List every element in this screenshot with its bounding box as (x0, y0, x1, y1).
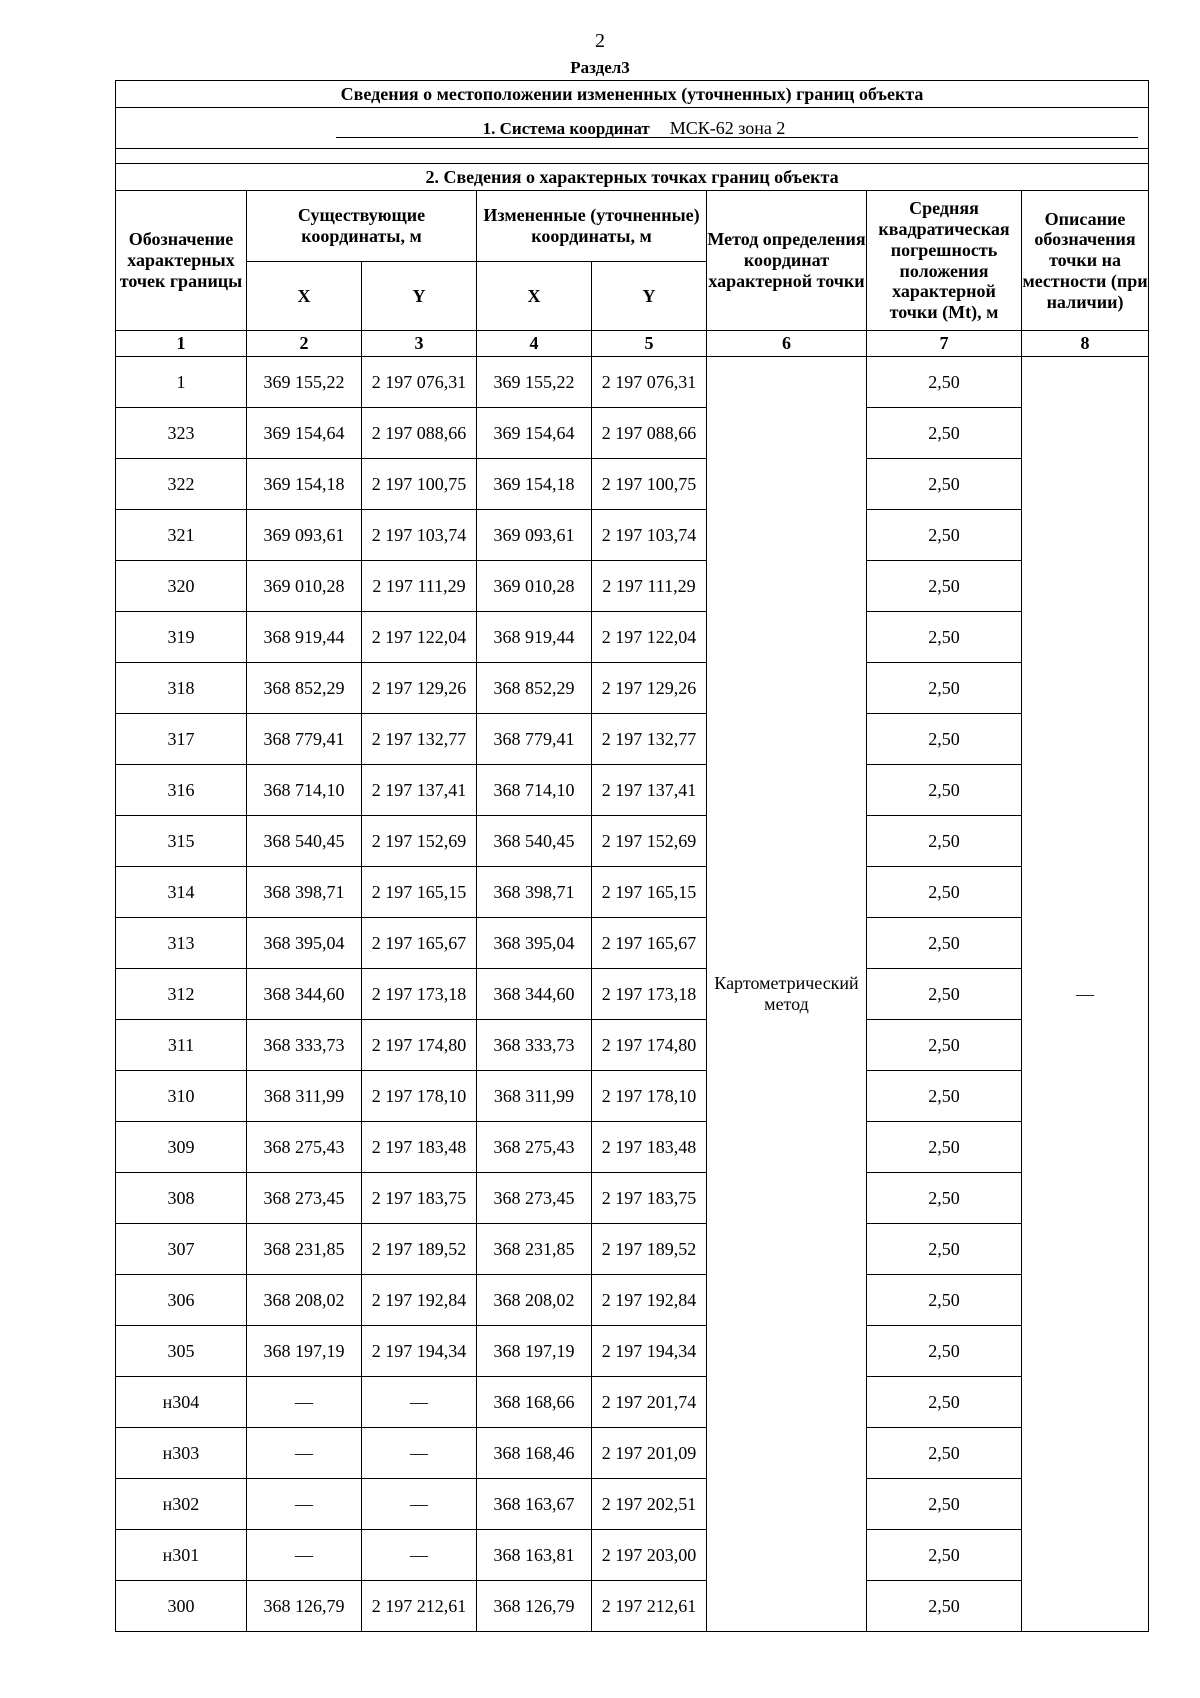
mt-cell: 2,50 (867, 1581, 1022, 1632)
coordinate-system-label: 1. Система координат (482, 118, 650, 138)
existing-x-cell: 368 273,45 (247, 1173, 362, 1224)
changed-y-cell: 2 197 132,77 (592, 714, 707, 765)
mt-cell: 2,50 (867, 765, 1022, 816)
method-cell: Картометрический метод (707, 357, 867, 1632)
mt-cell: 2,50 (867, 1479, 1022, 1530)
existing-y-cell: 2 197 088,66 (362, 408, 477, 459)
existing-y-cell: 2 197 132,77 (362, 714, 477, 765)
table-row (116, 867, 1149, 918)
existing-y-cell: 2 197 103,74 (362, 510, 477, 561)
point-id-cell: 319 (116, 612, 247, 663)
existing-y-cell: 2 197 183,75 (362, 1173, 477, 1224)
mt-cell: 2,50 (867, 1122, 1022, 1173)
existing-y-cell: 2 197 152,69 (362, 816, 477, 867)
boundary-points-table (115, 80, 1149, 1632)
table-row (116, 459, 1149, 510)
changed-y-cell: 2 197 137,41 (592, 765, 707, 816)
changed-y-cell: 2 197 174,80 (592, 1020, 707, 1071)
changed-x-cell: 368 168,46 (477, 1428, 592, 1479)
point-id-cell: 316 (116, 765, 247, 816)
mt-cell: 2,50 (867, 867, 1022, 918)
changed-x-cell: 368 275,43 (477, 1122, 592, 1173)
changed-y-cell: 2 197 183,75 (592, 1173, 707, 1224)
point-id-cell: н302 (116, 1479, 247, 1530)
existing-y-cell: — (362, 1377, 477, 1428)
mt-cell: 2,50 (867, 1275, 1022, 1326)
existing-x-cell: 368 919,44 (247, 612, 362, 663)
changed-x-cell: 368 344,60 (477, 969, 592, 1020)
changed-x-cell: 368 163,81 (477, 1530, 592, 1581)
mt-cell: 2,50 (867, 510, 1022, 561)
changed-x-cell: 369 093,61 (477, 510, 592, 561)
existing-y-cell: — (362, 1479, 477, 1530)
changed-y-cell: 2 197 194,34 (592, 1326, 707, 1377)
mt-cell: 2,50 (867, 408, 1022, 459)
column-number: 8 (1022, 331, 1149, 357)
changed-x-cell: 368 126,79 (477, 1581, 592, 1632)
point-id-cell: 313 (116, 918, 247, 969)
header-changed-coords: Измененные (уточненные) координаты, м (477, 191, 707, 262)
table-row (116, 357, 1149, 408)
existing-x-cell: 368 714,10 (247, 765, 362, 816)
changed-x-cell: 368 333,73 (477, 1020, 592, 1071)
existing-x-cell: 368 344,60 (247, 969, 362, 1020)
mt-cell: 2,50 (867, 1530, 1022, 1581)
changed-y-cell: 2 197 212,61 (592, 1581, 707, 1632)
existing-x-cell: 368 333,73 (247, 1020, 362, 1071)
existing-y-cell: 2 197 173,18 (362, 969, 477, 1020)
mt-cell: 2,50 (867, 663, 1022, 714)
changed-x-cell: 368 919,44 (477, 612, 592, 663)
point-id-cell: 300 (116, 1581, 247, 1632)
mt-cell: 2,50 (867, 1020, 1022, 1071)
changed-x-cell: 368 714,10 (477, 765, 592, 816)
existing-x-cell: — (247, 1530, 362, 1581)
table-row (116, 663, 1149, 714)
table-row (116, 1020, 1149, 1071)
existing-y-cell: 2 197 212,61 (362, 1581, 477, 1632)
point-id-cell: 321 (116, 510, 247, 561)
header-changed-y: Y (592, 262, 707, 331)
point-id-cell: н304 (116, 1377, 247, 1428)
header-existing-x: X (247, 262, 362, 331)
table-row (116, 612, 1149, 663)
existing-y-cell: 2 197 192,84 (362, 1275, 477, 1326)
changed-y-cell: 2 197 122,04 (592, 612, 707, 663)
existing-x-cell: 369 154,18 (247, 459, 362, 510)
existing-x-cell: 369 010,28 (247, 561, 362, 612)
mt-cell: 2,50 (867, 1428, 1022, 1479)
description-cell: — (1022, 357, 1149, 1632)
changed-y-cell: 2 197 076,31 (592, 357, 707, 408)
existing-x-cell: 368 852,29 (247, 663, 362, 714)
changed-y-cell: 2 197 165,15 (592, 867, 707, 918)
header-method: Метод определения координат характерной точки (707, 191, 867, 331)
existing-x-cell: 368 197,19 (247, 1326, 362, 1377)
point-id-cell: 317 (116, 714, 247, 765)
point-id-cell: 306 (116, 1275, 247, 1326)
table-row (116, 1326, 1149, 1377)
page-number: 2 (595, 30, 605, 52)
existing-x-cell: 368 540,45 (247, 816, 362, 867)
changed-x-cell: 368 540,45 (477, 816, 592, 867)
existing-x-cell: — (247, 1479, 362, 1530)
changed-x-cell: 369 154,18 (477, 459, 592, 510)
changed-x-cell: 369 010,28 (477, 561, 592, 612)
changed-y-cell: 2 197 178,10 (592, 1071, 707, 1122)
point-id-cell: н301 (116, 1530, 247, 1581)
existing-x-cell: 368 231,85 (247, 1224, 362, 1275)
existing-x-cell: 368 275,43 (247, 1122, 362, 1173)
changed-x-cell: 368 208,02 (477, 1275, 592, 1326)
table-row (116, 1581, 1149, 1632)
changed-y-cell: 2 197 202,51 (592, 1479, 707, 1530)
column-number: 2 (247, 331, 362, 357)
existing-y-cell: 2 197 111,29 (362, 561, 477, 612)
existing-x-cell: 368 398,71 (247, 867, 362, 918)
existing-y-cell: 2 197 165,67 (362, 918, 477, 969)
header-description: Описание обозначения точки на местности (при наличии) (1022, 191, 1149, 331)
existing-x-cell: 369 155,22 (247, 357, 362, 408)
changed-y-cell: 2 197 189,52 (592, 1224, 707, 1275)
table-row (116, 1479, 1149, 1530)
header-changed-x: X (477, 262, 592, 331)
existing-y-cell: 2 197 165,15 (362, 867, 477, 918)
existing-y-cell: 2 197 129,26 (362, 663, 477, 714)
point-id-cell: 315 (116, 816, 247, 867)
table-row (116, 1224, 1149, 1275)
header-existing-coords: Существующие координаты, м (247, 191, 477, 262)
existing-y-cell: — (362, 1428, 477, 1479)
mt-cell: 2,50 (867, 459, 1022, 510)
existing-y-cell: 2 197 194,34 (362, 1326, 477, 1377)
changed-x-cell: 369 155,22 (477, 357, 592, 408)
table-row (116, 816, 1149, 867)
table-row (116, 1122, 1149, 1173)
changed-x-cell: 368 398,71 (477, 867, 592, 918)
changed-y-cell: 2 197 192,84 (592, 1275, 707, 1326)
changed-y-cell: 2 197 183,48 (592, 1122, 707, 1173)
mt-cell: 2,50 (867, 612, 1022, 663)
table-row (116, 714, 1149, 765)
table-row (116, 1275, 1149, 1326)
mt-cell: 2,50 (867, 561, 1022, 612)
existing-x-cell: 368 208,02 (247, 1275, 362, 1326)
table-row (116, 1428, 1149, 1479)
header-point-id: Обозначение характерных точек границы (116, 191, 247, 331)
changed-y-cell: 2 197 100,75 (592, 459, 707, 510)
table-row (116, 1173, 1149, 1224)
column-number: 6 (707, 331, 867, 357)
point-id-cell: 307 (116, 1224, 247, 1275)
changed-y-cell: 2 197 201,09 (592, 1428, 707, 1479)
column-number: 3 (362, 331, 477, 357)
table-row (116, 1530, 1149, 1581)
column-number: 7 (867, 331, 1022, 357)
table-row (116, 1377, 1149, 1428)
existing-x-cell: — (247, 1428, 362, 1479)
changed-x-cell: 368 395,04 (477, 918, 592, 969)
column-number: 5 (592, 331, 707, 357)
existing-y-cell: 2 197 122,04 (362, 612, 477, 663)
point-id-cell: 305 (116, 1326, 247, 1377)
header-mt: Средняя квадратическая погрешность положения характерной точки (Mt), м (867, 191, 1022, 331)
point-id-cell: 308 (116, 1173, 247, 1224)
mt-cell: 2,50 (867, 816, 1022, 867)
changed-y-cell: 2 197 103,74 (592, 510, 707, 561)
changed-x-cell: 368 168,66 (477, 1377, 592, 1428)
existing-x-cell: 368 395,04 (247, 918, 362, 969)
point-id-cell: 322 (116, 459, 247, 510)
section-title: Раздел3 (570, 58, 630, 77)
existing-y-cell: 2 197 076,31 (362, 357, 477, 408)
changed-y-cell: 2 197 201,74 (592, 1377, 707, 1428)
table-row (116, 918, 1149, 969)
table-row (116, 408, 1149, 459)
point-id-cell: 309 (116, 1122, 247, 1173)
changed-y-cell: 2 197 129,26 (592, 663, 707, 714)
mt-cell: 2,50 (867, 918, 1022, 969)
point-id-cell: 314 (116, 867, 247, 918)
spacer (116, 149, 1149, 164)
changed-y-cell: 2 197 088,66 (592, 408, 707, 459)
points-title: 2. Сведения о характерных точках границ объекта (116, 164, 1149, 191)
mt-cell: 2,50 (867, 1377, 1022, 1428)
existing-x-cell: 369 093,61 (247, 510, 362, 561)
existing-y-cell: 2 197 100,75 (362, 459, 477, 510)
mt-cell: 2,50 (867, 969, 1022, 1020)
column-number: 4 (477, 331, 592, 357)
point-id-cell: 312 (116, 969, 247, 1020)
table-row (116, 1071, 1149, 1122)
block-title: Сведения о местоположении измененных (уточненных) границ объекта (116, 81, 1149, 108)
point-id-cell: 318 (116, 663, 247, 714)
header-existing-y: Y (362, 262, 477, 331)
table-row (116, 561, 1149, 612)
existing-y-cell: 2 197 189,52 (362, 1224, 477, 1275)
existing-x-cell: 368 779,41 (247, 714, 362, 765)
mt-cell: 2,50 (867, 1071, 1022, 1122)
changed-x-cell: 368 163,67 (477, 1479, 592, 1530)
changed-y-cell: 2 197 111,29 (592, 561, 707, 612)
existing-y-cell: 2 197 174,80 (362, 1020, 477, 1071)
point-id-cell: н303 (116, 1428, 247, 1479)
changed-x-cell: 368 197,19 (477, 1326, 592, 1377)
changed-y-cell: 2 197 203,00 (592, 1530, 707, 1581)
coordinate-system-row (116, 108, 1149, 149)
table-row (116, 765, 1149, 816)
changed-y-cell: 2 197 165,67 (592, 918, 707, 969)
changed-x-cell: 368 852,29 (477, 663, 592, 714)
changed-x-cell: 368 273,45 (477, 1173, 592, 1224)
mt-cell: 2,50 (867, 1173, 1022, 1224)
point-id-cell: 323 (116, 408, 247, 459)
existing-x-cell: — (247, 1377, 362, 1428)
existing-x-cell: 368 311,99 (247, 1071, 362, 1122)
changed-y-cell: 2 197 152,69 (592, 816, 707, 867)
mt-cell: 2,50 (867, 1224, 1022, 1275)
existing-x-cell: 368 126,79 (247, 1581, 362, 1632)
existing-y-cell: 2 197 183,48 (362, 1122, 477, 1173)
mt-cell: 2,50 (867, 357, 1022, 408)
changed-x-cell: 368 779,41 (477, 714, 592, 765)
mt-cell: 2,50 (867, 1326, 1022, 1377)
column-number: 1 (116, 331, 247, 357)
underline (336, 137, 1138, 138)
point-id-cell: 320 (116, 561, 247, 612)
point-id-cell: 311 (116, 1020, 247, 1071)
changed-x-cell: 368 231,85 (477, 1224, 592, 1275)
table-row (116, 969, 1149, 1020)
coordinate-system-value: МСК-62 зона 2 (669, 117, 786, 138)
changed-x-cell: 368 311,99 (477, 1071, 592, 1122)
existing-x-cell: 369 154,64 (247, 408, 362, 459)
existing-y-cell: 2 197 178,10 (362, 1071, 477, 1122)
table-row (116, 510, 1149, 561)
point-id-cell: 310 (116, 1071, 247, 1122)
changed-x-cell: 369 154,64 (477, 408, 592, 459)
existing-y-cell: — (362, 1530, 477, 1581)
existing-y-cell: 2 197 137,41 (362, 765, 477, 816)
mt-cell: 2,50 (867, 714, 1022, 765)
changed-y-cell: 2 197 173,18 (592, 969, 707, 1020)
point-id-cell: 1 (116, 357, 247, 408)
